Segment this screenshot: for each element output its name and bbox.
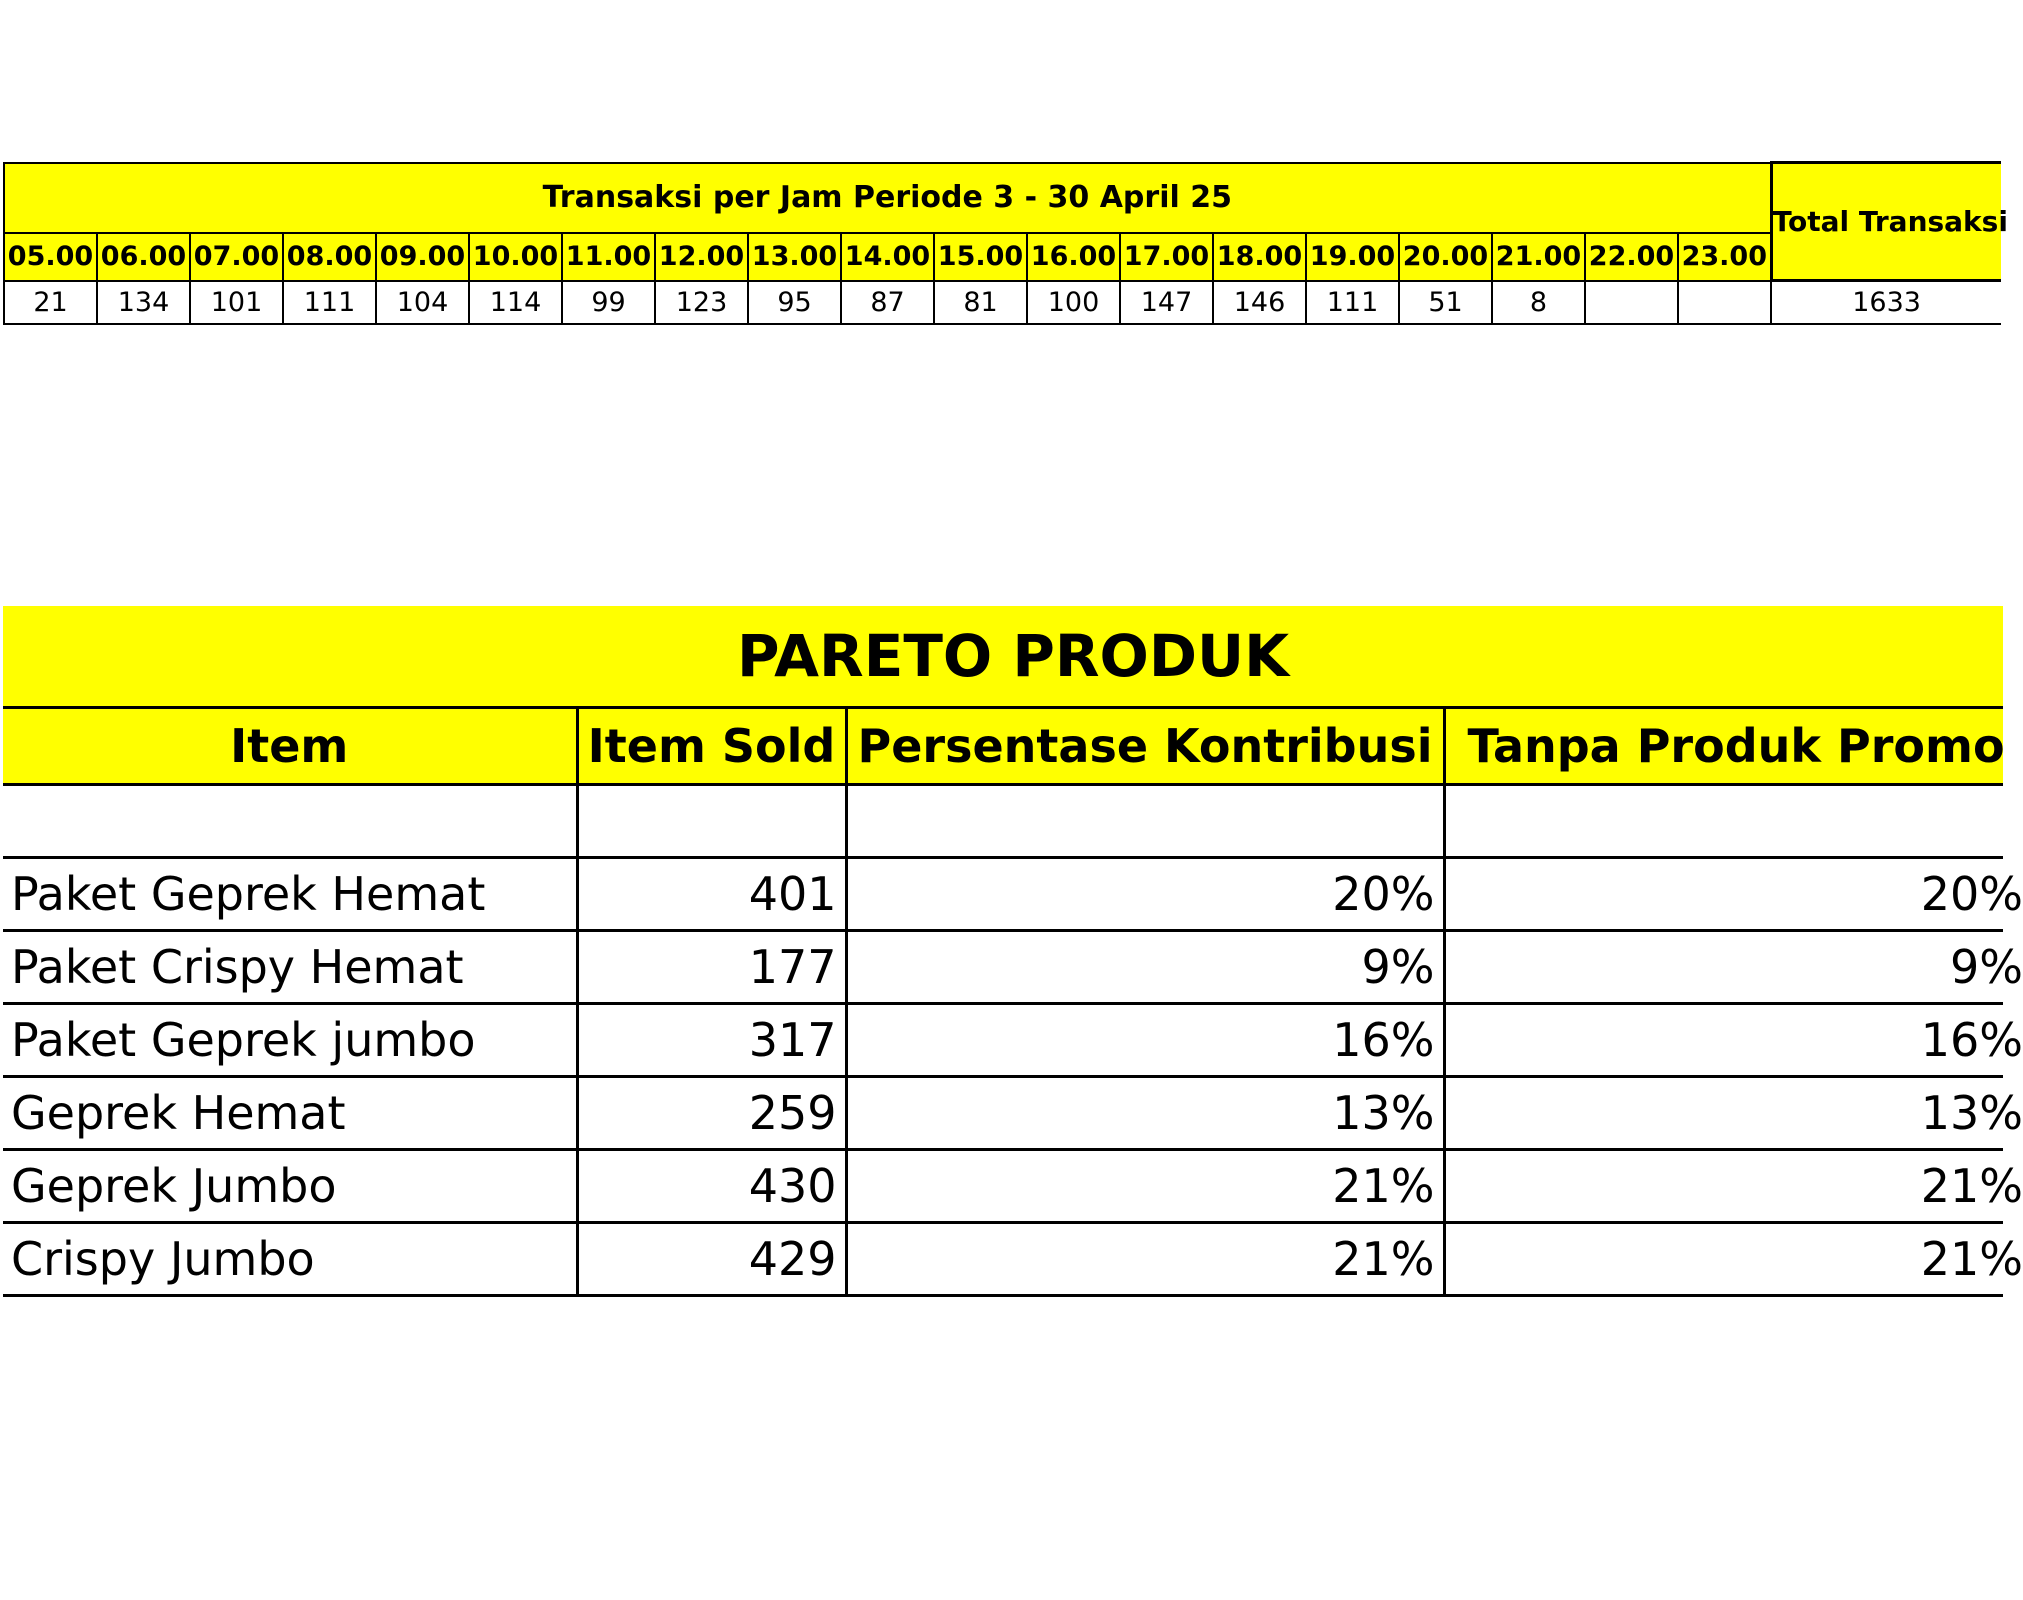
pareto-row: [3, 1077, 2003, 1150]
hour-value[interactable]: 95: [748, 281, 841, 325]
kontribusi-cell[interactable]: 13%: [846, 1077, 1444, 1150]
pareto-header-row: [3, 708, 2003, 785]
no-promo-value: 21%: [1920, 1159, 2023, 1213]
pareto-row: [3, 1150, 2003, 1223]
no-promo-value: 13%: [1920, 1086, 2023, 1140]
item-sold-cell[interactable]: 317: [577, 1004, 846, 1077]
no-promo-value: 9%: [1950, 940, 2023, 994]
hour-value[interactable]: 87: [841, 281, 934, 325]
hour-value[interactable]: 21: [4, 281, 97, 325]
blank-cell[interactable]: [1444, 785, 2003, 858]
hour-header[interactable]: 19.00: [1306, 233, 1399, 281]
blank-cell[interactable]: [577, 785, 846, 858]
hour-header[interactable]: 12.00: [655, 233, 748, 281]
hour-header[interactable]: 21.00: [1492, 233, 1585, 281]
hour-header[interactable]: 10.00: [469, 233, 562, 281]
kontribusi-cell[interactable]: 21%: [846, 1150, 1444, 1223]
hour-value[interactable]: 8: [1492, 281, 1585, 325]
pareto-row: [3, 931, 2003, 1004]
item-sold-cell[interactable]: 429: [577, 1223, 846, 1296]
no-promo-cell[interactable]: [1444, 1223, 2023, 1296]
hour-header[interactable]: 20.00: [1399, 233, 1492, 281]
no-promo-value: 16%: [1920, 1013, 2023, 1067]
no-promo-cell[interactable]: [1444, 858, 2023, 931]
item-name-cell[interactable]: Crispy Jumbo: [3, 1223, 577, 1296]
item-sold-cell[interactable]: 430: [577, 1150, 846, 1223]
item-name-cell[interactable]: Paket Geprek jumbo: [3, 1004, 577, 1077]
pareto-blank-row: [3, 785, 2003, 858]
hour-value[interactable]: 146: [1213, 281, 1306, 325]
item-sold-cell[interactable]: 177: [577, 931, 846, 1004]
kontribusi-cell[interactable]: 9%: [846, 931, 1444, 1004]
no-promo-cell[interactable]: [1444, 1077, 2023, 1150]
hour-value[interactable]: 123: [655, 281, 748, 325]
hourly-transactions-table: [3, 161, 2008, 325]
header-item-sold[interactable]: Item Sold: [577, 708, 846, 785]
item-name-cell[interactable]: Geprek Jumbo: [3, 1150, 577, 1223]
hourly-title[interactable]: Transaksi per Jam Periode 3 - 30 April 25: [4, 163, 1771, 233]
hour-value[interactable]: 111: [283, 281, 376, 325]
hour-value[interactable]: 104: [376, 281, 469, 325]
blank-cell[interactable]: [3, 785, 577, 858]
hour-header[interactable]: 13.00: [748, 233, 841, 281]
hour-value[interactable]: 51: [1399, 281, 1492, 325]
hour-header[interactable]: 08.00: [283, 233, 376, 281]
hour-header[interactable]: 15.00: [934, 233, 1027, 281]
pareto-row: [3, 1223, 2003, 1296]
hour-header[interactable]: 06.00: [97, 233, 190, 281]
header-item[interactable]: Item: [3, 708, 577, 785]
kontribusi-cell[interactable]: 21%: [846, 1223, 1444, 1296]
pareto-title-row: [3, 606, 2003, 708]
hour-header[interactable]: 14.00: [841, 233, 934, 281]
header-tanpa-produk-promo[interactable]: Tanpa Produk Promo: [1444, 708, 2003, 785]
hour-value[interactable]: 100: [1027, 281, 1120, 325]
hour-value[interactable]: 101: [190, 281, 283, 325]
hour-header[interactable]: 16.00: [1027, 233, 1120, 281]
hour-value[interactable]: 81: [934, 281, 1027, 325]
hour-value[interactable]: 147: [1120, 281, 1213, 325]
hour-header[interactable]: 09.00: [376, 233, 469, 281]
hour-header[interactable]: 07.00: [190, 233, 283, 281]
hourly-title-row: [4, 163, 2001, 233]
pareto-row: [3, 858, 2003, 931]
hour-header[interactable]: 18.00: [1213, 233, 1306, 281]
blank-cell[interactable]: [846, 785, 1444, 858]
item-name-cell[interactable]: Paket Geprek Hemat: [3, 858, 577, 931]
hour-value[interactable]: [1585, 281, 1678, 325]
hour-value[interactable]: [1678, 281, 1771, 325]
no-promo-cell[interactable]: [1444, 931, 2023, 1004]
item-name-cell[interactable]: Paket Crispy Hemat: [3, 931, 577, 1004]
hour-value[interactable]: 99: [562, 281, 655, 325]
hour-header[interactable]: 11.00: [562, 233, 655, 281]
hour-value[interactable]: 134: [97, 281, 190, 325]
total-transaksi-value[interactable]: 1633: [1771, 281, 2001, 325]
item-sold-cell[interactable]: 259: [577, 1077, 846, 1150]
hour-value[interactable]: 111: [1306, 281, 1399, 325]
no-promo-cell[interactable]: [1444, 1004, 2023, 1077]
header-persentase-kontribusi[interactable]: Persentase Kontribusi: [846, 708, 1444, 785]
pareto-title[interactable]: PARETO PRODUK: [3, 606, 2003, 708]
no-promo-value: 21%: [1920, 1232, 2023, 1286]
pareto-row: [3, 1004, 2003, 1077]
total-transaksi-header[interactable]: Total Transaksi: [1771, 163, 2001, 281]
hour-header-row: [4, 233, 2001, 281]
hour-value[interactable]: 114: [469, 281, 562, 325]
hour-header[interactable]: 17.00: [1120, 233, 1213, 281]
pareto-produk-table: [3, 606, 2023, 1297]
hour-value-row: [4, 281, 2001, 325]
kontribusi-cell[interactable]: 16%: [846, 1004, 1444, 1077]
hour-header[interactable]: 22.00: [1585, 233, 1678, 281]
no-promo-cell[interactable]: [1444, 1150, 2023, 1223]
hour-header[interactable]: 05.00: [4, 233, 97, 281]
kontribusi-cell[interactable]: 20%: [846, 858, 1444, 931]
hour-header[interactable]: 23.00: [1678, 233, 1771, 281]
no-promo-value: 20%: [1920, 867, 2023, 921]
item-sold-cell[interactable]: 401: [577, 858, 846, 931]
item-name-cell[interactable]: Geprek Hemat: [3, 1077, 577, 1150]
